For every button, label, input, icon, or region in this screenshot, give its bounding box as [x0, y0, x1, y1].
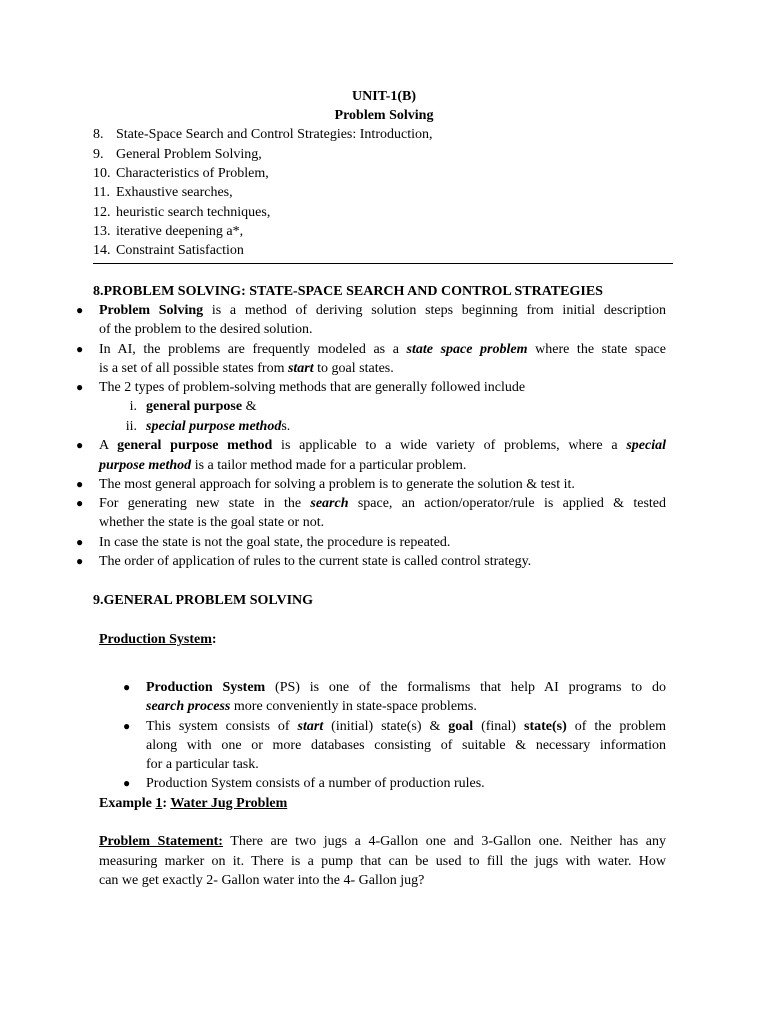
bullet-icon: ● [76, 535, 84, 549]
sub-item-number: ii. [125, 419, 137, 434]
bullet-line: is a set of all possible states from start to goal states. [99, 361, 394, 376]
toc-item: 12. heuristic search techniques, [93, 205, 271, 220]
bullet-line: Problem Solving is a method of deriving solution steps beginning from initial description [99, 303, 667, 318]
bullet-line: The most general approach for solving a problem is to generate the solution & test it. [99, 477, 575, 492]
bullet-icon: ● [76, 303, 84, 317]
problem-statement-line: can we get exactly 2- Gallon water into the 4- Gallon jug? [99, 873, 425, 888]
toc-item: 14. Constraint Satisfaction [93, 243, 244, 258]
bullet-line: along with one or more databases consisting of suitable & necessary information [146, 738, 666, 753]
bullet-icon: ● [123, 776, 131, 790]
bullet-icon: ● [123, 680, 131, 694]
bullet-line: of the problem to the desired solution. [99, 322, 313, 337]
bullet-icon: ● [123, 719, 131, 733]
bullet-icon: ● [76, 438, 84, 452]
bullet-icon: ● [76, 554, 84, 568]
bullet-line: A general purpose method is applicable to a wide variety of problems, where a special [99, 438, 667, 453]
horizontal-divider [93, 263, 673, 264]
example-heading: Example 1: Water Jug Problem [99, 796, 288, 811]
bullet-icon: ● [76, 380, 84, 394]
toc-item: 10. Characteristics of Problem, [93, 166, 269, 181]
bullet-line: Production System consists of a number of production rules. [146, 776, 485, 791]
problem-statement-line: Problem Statement: There are two jugs a 4-Gallon one and 3-Gallon one. Neither has any [99, 834, 666, 849]
sub-item: special purpose methods. [146, 419, 291, 434]
problem-statement-line: measuring marker on it. There is a pump that can be used to fill the jugs with water. How [99, 854, 666, 869]
toc-item: 9. General Problem Solving, [93, 147, 262, 162]
bullet-icon: ● [76, 342, 84, 356]
bullet-line: The order of application of rules to the current state is called control strategy. [99, 554, 532, 569]
bullet-line: In AI, the problems are frequently modeled as a state space problem where the state space [99, 342, 666, 357]
section-9-heading: 9.GENERAL PROBLEM SOLVING [93, 593, 314, 608]
bullet-icon: ● [76, 477, 84, 491]
toc-item: 11. Exhaustive searches, [93, 185, 233, 200]
bullet-line: search process more conveniently in state-space problems. [146, 699, 477, 714]
section-8-heading: 8.PROBLEM SOLVING: STATE-SPACE SEARCH AND CONTROL STRATEGIES [93, 284, 603, 299]
production-system-heading: Production System: [99, 632, 217, 647]
unit-title: UNIT-1(B) [351, 89, 417, 104]
bullet-line: This system consists of start (initial) state(s) & goal (final) state(s) of the problem [146, 719, 667, 734]
toc-item: 13. iterative deepening a*, [93, 224, 244, 239]
toc-item: 8. State-Space Search and Control Strategies: Introduction, [93, 127, 433, 142]
bullet-line: The 2 types of problem-solving methods that are generally followed include [99, 380, 526, 395]
bullet-icon: ● [76, 496, 84, 510]
bullet-line: whether the state is the goal state or not. [99, 515, 325, 530]
sub-item-number: i. [129, 399, 137, 414]
bullet-line: Production System (PS) is one of the formalisms that help AI programs to do [146, 680, 666, 695]
sub-item: general purpose & [146, 399, 257, 414]
bullet-line: For generating new state in the search space, an action/operator/rule is applied & tested [99, 496, 666, 511]
bullet-line: purpose method is a tailor method made for a particular problem. [99, 458, 467, 473]
unit-subtitle: Problem Solving [334, 108, 434, 123]
bullet-line: In case the state is not the goal state, the procedure is repeated. [99, 535, 451, 550]
bullet-line: for a particular task. [146, 757, 259, 772]
